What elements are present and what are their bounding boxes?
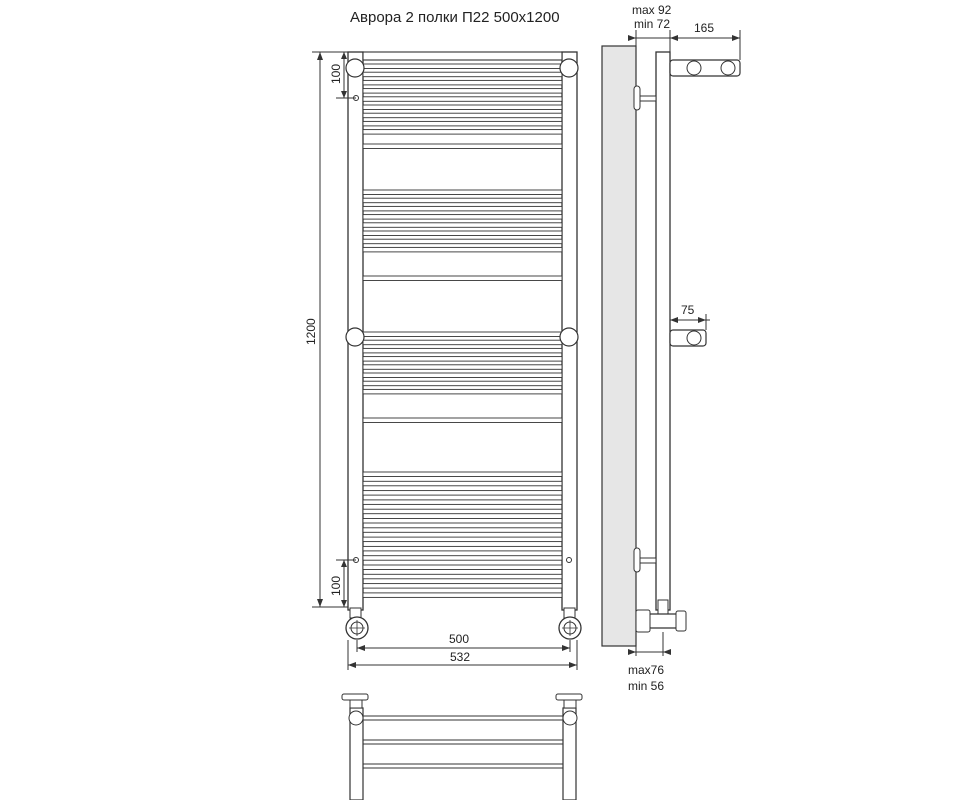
rung-6 [363, 105, 562, 110]
dim-height-total [304, 52, 348, 607]
rung-11 [363, 190, 562, 195]
dim-width-total-label: 532 [450, 650, 471, 664]
mount-boss-top-left [346, 59, 364, 77]
rung-30 [363, 481, 562, 486]
rung-17 [363, 239, 562, 244]
rung-23 [363, 357, 562, 362]
rung-34 [363, 519, 562, 524]
top-crossbar [363, 52, 562, 60]
rung-7 [363, 113, 562, 118]
side-vertical-pipe [656, 52, 670, 610]
bottom-connector-left [346, 608, 368, 639]
rung-19 [363, 276, 562, 281]
rung-41 [363, 584, 562, 589]
rung-15 [363, 223, 562, 228]
rung-25 [363, 373, 562, 378]
rung-1 [363, 64, 562, 69]
rung-5 [363, 97, 562, 102]
rung-28 [363, 418, 562, 423]
side-view [602, 3, 740, 693]
dim-width-axis [357, 632, 570, 652]
rung-26 [363, 381, 562, 386]
dim-shelf-depth [670, 21, 740, 60]
rung-27 [363, 389, 562, 394]
dim-height-total-label: 1200 [304, 318, 318, 345]
rung-29 [363, 472, 562, 477]
rung-2 [363, 72, 562, 77]
bottom-connector-right [559, 608, 581, 639]
rung-32 [363, 500, 562, 505]
rung-14 [363, 215, 562, 220]
rung-40 [363, 574, 562, 579]
middle-shelf-bracket [670, 330, 706, 346]
bottom-valve [636, 600, 686, 632]
dim-wall-gap-bottom-max-label: max76 [628, 663, 665, 677]
wall [602, 46, 636, 646]
rung-16 [363, 231, 562, 236]
rung-36 [363, 537, 562, 542]
rung-22 [363, 348, 562, 353]
mount-boss-mid-left [346, 328, 364, 346]
top-shelf-bracket [670, 60, 740, 76]
rung-3 [363, 80, 562, 85]
rung-33 [363, 509, 562, 514]
rung-8 [363, 121, 562, 126]
dim-wall-gap-bottom-min-label: min 56 [628, 679, 665, 693]
rung-31 [363, 491, 562, 496]
rung-4 [363, 89, 562, 94]
front-view [304, 52, 581, 670]
rung-37 [363, 546, 562, 551]
mount-boss-top-right [560, 59, 578, 77]
rung-18 [363, 247, 562, 252]
wall-mount-top [634, 86, 656, 110]
dim-mount-depth-label: 75 [681, 303, 695, 317]
rung-12 [363, 198, 562, 203]
rung-35 [363, 528, 562, 533]
screw-dot-bottom-right [567, 558, 572, 563]
dim-offset-bottom-label: 100 [329, 575, 343, 596]
drawing-title: Аврора 2 полки П22 500x1200 [350, 9, 560, 26]
rungs-group [363, 64, 562, 597]
rung-13 [363, 206, 562, 211]
mount-boss-mid-right [560, 328, 578, 346]
wall-mount-bottom [634, 548, 656, 572]
rung-42 [363, 593, 562, 598]
rung-10 [363, 144, 562, 149]
dim-offset-top-label: 100 [329, 63, 343, 84]
rung-9 [363, 130, 562, 135]
rung-20 [363, 332, 562, 337]
dim-wall-gap-top-min-label: min 72 [634, 17, 671, 31]
rung-38 [363, 556, 562, 561]
rung-39 [363, 565, 562, 570]
rung-21 [363, 340, 562, 345]
dim-width-axis-label: 500 [449, 632, 470, 646]
dim-wall-gap-top-max-label: max 92 [632, 3, 672, 17]
dim-shelf-depth-label: 165 [694, 21, 715, 35]
top-view [342, 694, 582, 800]
dim-mount-depth [670, 303, 710, 330]
rung-24 [363, 365, 562, 370]
